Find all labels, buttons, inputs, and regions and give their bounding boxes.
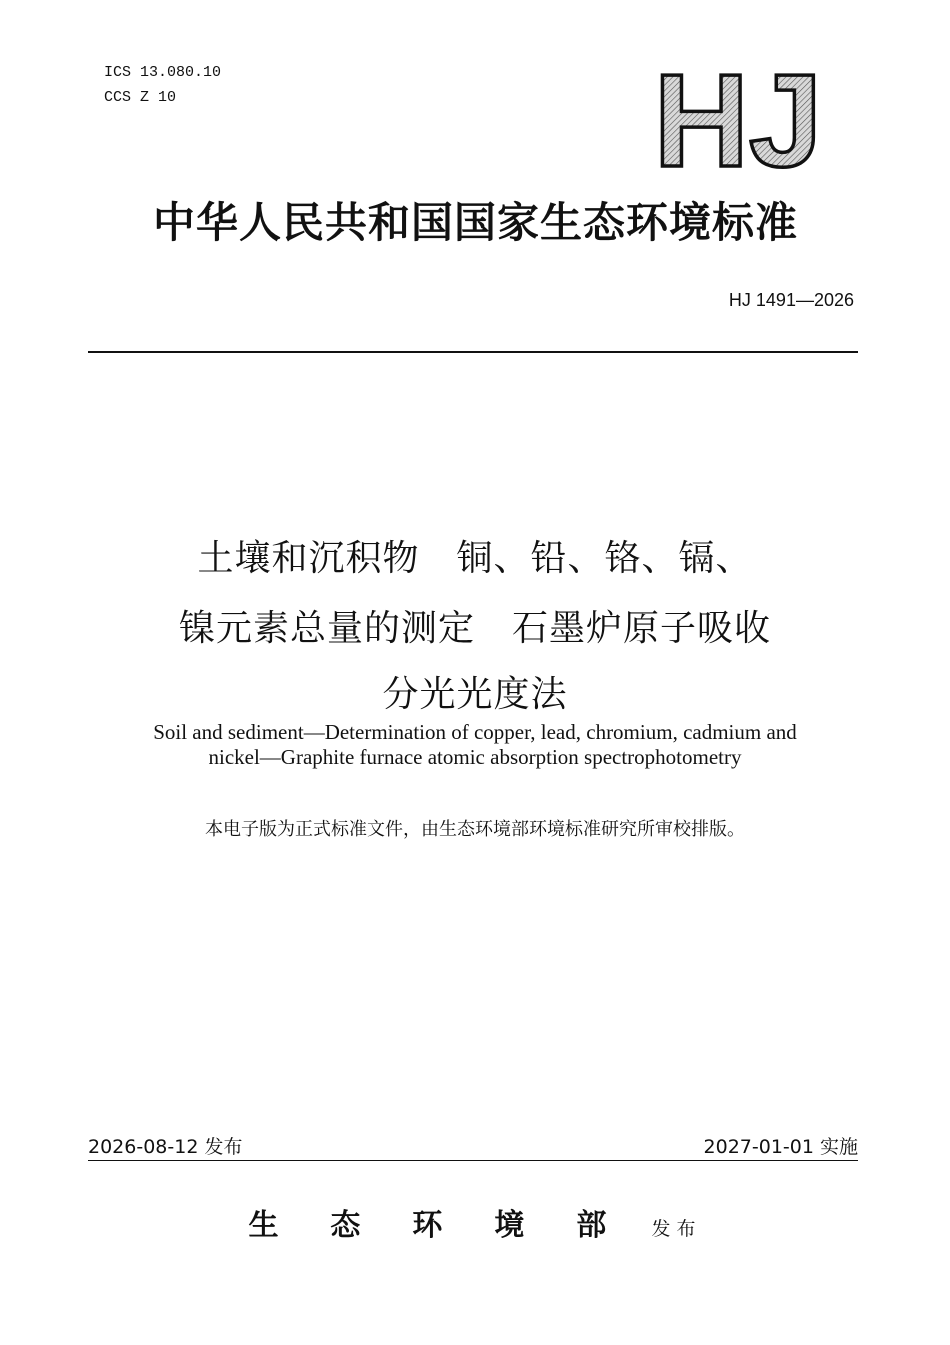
publisher-line — [0, 1200, 950, 1244]
top-divider — [88, 351, 858, 353]
title-cn-line-3: 分光光度法 — [382, 674, 568, 715]
title-en-line-1: Soil and sediment—Determination of copper, lead, chromium, cadmium and — [153, 720, 797, 744]
standard-number: HJ 1491—2026 — [728, 290, 854, 310]
electronic-version-note: 本电子版为正式标准文件，由生态环境部环境标准研究所审校排版。 — [205, 819, 745, 840]
implementation-date: 2027-01-01 实施 — [703, 1136, 858, 1158]
publisher-name: 生态环境部 — [248, 1208, 659, 1243]
title-cn-line-2: 镍元素总量的测定 石墨炉原子吸收 — [178, 608, 771, 649]
bottom-divider — [88, 1160, 858, 1161]
standard-category-title: 中华人民共和国国家生态环境标准 — [152, 198, 798, 247]
title-en-line-2: nickel—Graphite furnace atomic absorption spectrophotometry — [208, 745, 742, 769]
ics-code: ICS 13.080.10 — [104, 64, 222, 81]
issue-date: 2026-08-12 发布 — [88, 1136, 243, 1158]
hj-logo-text: HJ — [653, 66, 823, 171]
publish-label: 发布 — [651, 1218, 702, 1240]
ccs-code: CCS Z 10 — [104, 89, 177, 106]
hj-logo — [638, 66, 838, 171]
title-cn-line-1: 土壤和沉积物 铜、铅、铬、镉、 — [197, 538, 753, 579]
